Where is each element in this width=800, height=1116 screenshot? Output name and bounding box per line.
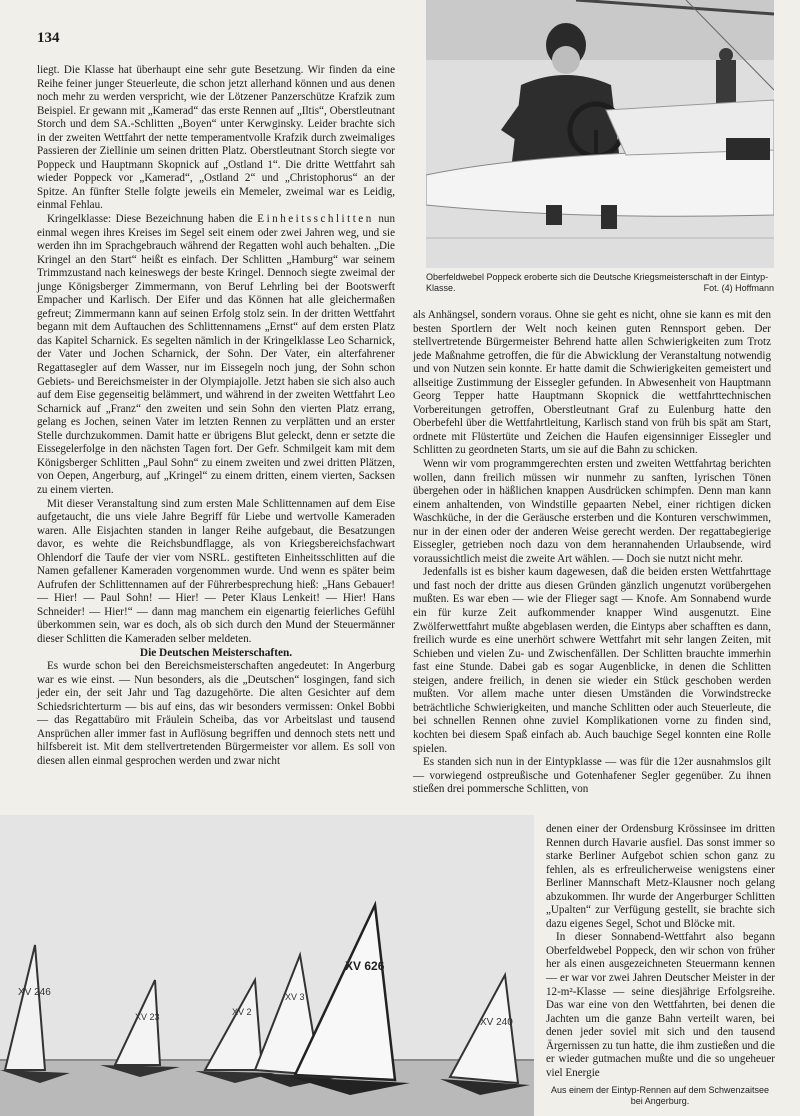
sail-number: XV 246 [18, 987, 51, 998]
paragraph: als Anhängsel, sondern voraus. Ohne sie geht es nicht, ohne sie kann es mit den besten Sportlern der Welt noch keinen guten Rennsport geben. Der stellvertretende Bürgermeister Behrend hatte allen Schwierigkeiten zum Trotz jede Maßnahme getroffen, die für die Abwicklung der Veranstaltung notwendig und von Nutzen sein konnte. Er hatte damit die Schwierigkeiten gemeistert und allseitige Zustimmung der Eissegler gefunden. In Abwesenheit von Hauptmann Georg Tepper hatte Hauptmann Skopnick die wettfahrttechnischen Vorbereitungen getroffen, Oberstleutnant Graf zu Eulenburg hatte den Oberbefehl über die Wettfahrtleitung, Karlisch stand von früh bis spät am Start, ordnete mit Flüstertüte und Zeichen die Haufen eigensinniger Eissegler und Schlitten zu geordneten Starts, um sie auf die Bahn zu schicken. [413, 309, 771, 457]
paragraph: Es wurde schon bei den Bereichsmeisterschaften angedeutet: In Angerburg war es wie einst. — Nun besonders, als die „Deutschen“ losgingen, fand sich jeder ein, der seit Jahr und Tag dazugehörte. Die alten Gesichter auf dem Schiedsrichterturm — bis auf eins, das wir besonders vermissen: Onkel Bobbi — das Regattabüro mit Fräulein Scheiba, das vor Arbeitslast und tausend Ansprüchen aller immer fast in Auflösung begriffen und dennoch stets nett und hilfsbereit ist. Mit dem stellvertretenden Bürgermeister vor allem. Es soll von diesen allen einmal gesprochen werden und zwar nicht [37, 660, 395, 767]
paragraph: Jedenfalls ist es bisher kaum dagewesen, daß die beiden ersten Wettfahrttage und fast noch der dritte aus diesen Gründen gänzlich ungenutzt vorübergehen mußten. Es war eben — wie der Flieger sagt — Knofe. Am Sonnabend wurde ein für kurze Zeit aufkommender knapper Wind ausgenutzt. Eine Zwölferwettfahrt mußte abgeblasen werden, die Eintyps aber schafften es dann, freilich wurde es eine unerhört schwere Wettfahrt mit sehr langen Zeiten, mit Schieben und vielen Zu- und Zwischenfällen. Der Schlitten brauchte immerhin fast eine Stunde. Dabei gab es sogar Augenblicke, in denen die Schlitten steigen, andere freilich, in denen sie wieder ein Stück geschoben werden mußten. Vor allem mache unter diesen Umständen die Vorwindstrecke beträchtliche Schwierigkeiten, und manche Schlitten oder auch Steuerleute, die bei schnellen Rennen ohne zuviel Komplikationen vorne zu finden sind, kochten bei diesem Spaß einfach ab. Auch bauchige Segel konnten eine Rolle spielen. [413, 566, 771, 755]
left-column [37, 64, 395, 768]
paragraph: Mit dieser Veranstaltung sind zum ersten Male Schlittennamen auf dem Eise aufgetaucht, die uns viele Jahre Begriff für Liebe und wertvolle Kameraden waren. Alle Eisjachten standen in langer Reihe aufgebaut, die Besatzungen davor, es wehte die Reichsbundflagge, als von Kriegsbereichsfachwart Ohlendorf die Taufe der vier vom NSRL. gestifteten Einheitsschlitten auf die Namen gefallener Kameraden vorgenommen wurde. Und wenn es später beim Aufrufen der Schlittennamen auf der Führerbesprechung hieß: „Hans Gebauer! — Hier! — Paul Sohn! — Hier! — Peter Klaus Lenkeit! — Hier! Hans Schneider! — Hier!“ — dann mag manchem ein eigenartig feierliches Gefühl überkommen sein, war es doch, als ob sich durch den Mund der Steuermänner dieser Schlitten die Kameraden selber meldeten. [37, 497, 395, 645]
sail-number: XV 23 [135, 1012, 160, 1022]
section-heading: Die Deutschen Meisterschaften. [139, 646, 293, 659]
sail-number: XV 240 [480, 1017, 513, 1028]
caption-top-text: Oberfeldwebel Poppeck eroberte sich die Deutsche Kriegsmeisterschaft in der Eintyp-Klasse. [426, 272, 769, 293]
paragraph: liegt. Die Klasse hat überhaupt eine sehr gute Besetzung. Wir finden da eine Reihe feiner junger Steuerleute, die schon jetzt allerhand können und aus denen noch mehr zu werden verspricht, wie der Lötzener Panzerschütze Krafzik zum Beispiel. Er gewann mit „Kamerad“ das erste Rennen auf „Iltis“, Oberstleutnant Storch und dem SA.-Schlitten „Boyen“ unter Kerwginsky. Leider brachte sich in der zweiten Wettfahrt der nette temperamentvolle Krafzik durch zweimaliges Passieren der Ziellinie um seinen dritten Platz. Oberstleutnant Storch siegte vor Poppeck und Hauptmann Skopnick auf „Ostland 1“. Die dritte Wettfahrt sah wieder Poppeck vor „Kamerad“, „Ostland 2“ und „Christophorus“ an der Spitze. An fünfter Stelle folgte jeweils ein Memeler, zweimal war es Leidig, einmal Fehlau. [37, 64, 395, 212]
paragraph [37, 213, 395, 497]
sail-number: XV 2 [232, 1007, 252, 1017]
caption-bottom: Aus einem der Eintyp-Rennen auf dem Schwenzaitsee bei Angerburg. [550, 1085, 770, 1106]
photo-ice-yacht-race [0, 815, 534, 1116]
caption-top [426, 272, 774, 294]
paragraph: In dieser Sonnabend-Wettfahrt also begann Oberfeldwebel Poppeck, den wir schon von früher her als einen ausgezeichneten Steuermann kennen — er war vor zwei Jahren Deutscher Meister in der 12-m²-Klasse — seine diesjährige Erfolgsreihe. Das war eine von den Wettfahrten, bei denen die Jachten um die ganze Bahn verteilt waren, bei denen jeder soviel mit sich und den tausend Ärgernissen zu tun hatte, die ihm zustießen und die er wieder gutmachen mußte und die so ungeheuer viel Energie [546, 931, 775, 1079]
bottom-right-column [546, 823, 775, 1080]
text-run: Kringelklasse: Diese Bezeichnung haben die [47, 213, 258, 226]
paragraph: denen einer der Ordensburg Krössinsee im dritten Rennen durch Havarie ausfiel. Das sonst immer so starke Berliner Aufgebot schien schon ganz zu fehlen, als es erfreulicherweise wenigstens einer Berliner Mannschaft Metz-Klausner noch gelang abzukommen. Ihr wurde der Angerburger Schlitten „Upalten“ zur Verfügung gestellt, sie brachte sich dazu eigenes Segel, Schot und Blöcke mit. [546, 823, 775, 930]
paragraph: Wenn wir vom programmgerechten ersten und zweiten Wettfahrtag berichten wollen, dann freilich müssen wir nunmehr zu sanften, lyrischen Tönen übergehen oder in häßlichen knappen Ausdrücken schimpfen. Denn man kann einem anhaltenden, von Windstille gepaarten Nebel, einer richtigen dicken Waschküche, in der die Geräusche ersterben und die Konturen verschwimmen, nur in der einen oder der anderen Weise gerecht werden. Der regattabegierige Eissegler, getrieben noch dazu von dem herannahenden Urlaubsende, wird voraussichtlich meist die zweite Art wählen. — Doch sie nutzt nicht mehr. [413, 458, 771, 565]
ice-yacht-driver-image [426, 0, 774, 268]
page-number: 134 [37, 30, 60, 46]
sail-number: XV 3 [285, 992, 305, 1002]
paragraph: Es standen sich nun in der Eintypklasse — was für die 12er ausnahmslos gilt — vorwiegend ostpreußische und Gotenhafener Segler gegenüber. Zu ihnen stießen drei pommersche Schlitten, von [413, 756, 771, 796]
spaced-term: Einheitsschlitten [257, 213, 374, 226]
text-run: nun einmal wegen ihres Kreises im Segel seit einem oder zwei Jahren weg, und sie werden ihn im Sprachgebrauch während der Regatten wohl auch behalten. „Die Kringel an den Start“ heißt es einfach. Der Schlitten „Hamburg“ war seinem Trimmzustand nach keineswegs der beste Kringel. Dennoch siegte zweimal der junge Königsberger Zimmermann, von Beruf Lehrling bei der Bootswerft Empacher und Karlisch. Der Eifer und das Können hat alle gleichermaßen gefreut; Zimmermann kann auf seinen Erfolg stolz sein. In der dritten Wettfahrt begann mit dem Auftauchen des Schlittennamens „Ernst“ auf dem ersten Platz das Kapitel Scharnick. Es segelten nämlich in der Kringelklasse Leo Scharnick, der Vater und Jochen Scharnick, der Sohn. Der Vater, ein alterfahrener Regattasegler auf dem Wasser, nur im Eissegeln noch jung, der Sohn schon Gebiets- und Bereichsmeister in der Olympiajolle. Jetzt haben sie sich also auch auf dem Eise gegenseitig belämmert, und während in der zweiten Wettfahrt Leo Scharnick auf „Franz“ den zweiten und sein Sohn den vierten Platz errang, gelang es Jochen, seinen Vater im letzten Rennen zu verplätten und an erster Stelle durchzukommen. Damit hatte er übrigens Blut geleckt, denn er setzte die Eissegelerfolge in den nächsten Tagen fort. Der Gefr. Schmilgeit kam mit dem Königsberger Schlitten „Paul Sohn“ zu einem zweiten und zwei dritten Plätzen, von Oepen, Angerburg, auf „Kringel“ zu einem dritten, einem vierten, Sacksen zu einem vierten. [37, 213, 395, 496]
sail-number: XV 626 [345, 959, 385, 973]
photo-credit: Fot. (4) Hoffmann [703, 283, 774, 293]
photo-ice-yacht-driver [426, 0, 774, 268]
right-column [413, 309, 771, 797]
ice-yacht-race-image [0, 815, 534, 1116]
